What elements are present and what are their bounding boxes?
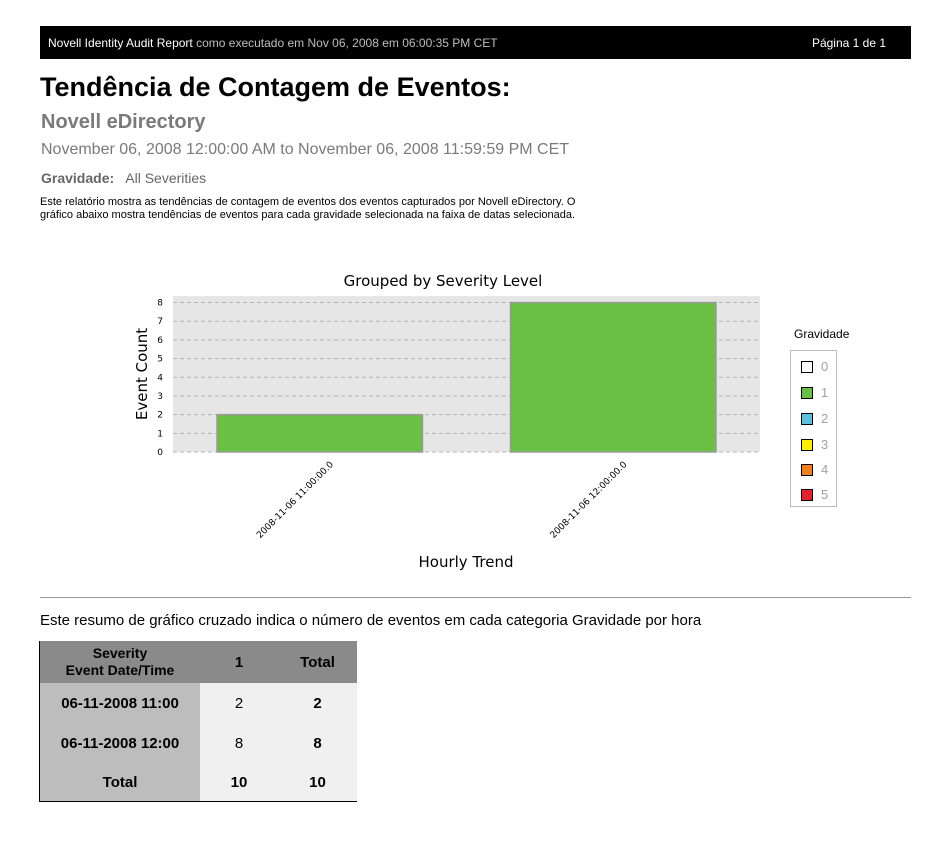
y-tick-label: 8 (157, 298, 163, 309)
crosstab-row-header: 06-11-2008 12:00 (40, 723, 200, 763)
legend-label-4: 4 (821, 462, 829, 477)
y-tick-label: 6 (157, 335, 163, 346)
crosstab-cell: 2 (278, 683, 357, 723)
crosstab-col-header: Total (278, 641, 357, 683)
crosstab-cell: 10 (278, 763, 357, 801)
y-tick-label: 1 (157, 429, 163, 440)
crosstab-cell: 8 (200, 723, 278, 763)
severity-filter-value: All Severities (125, 170, 207, 186)
x-tick-label: 2008-11-06 12:00:00.0 (548, 460, 630, 541)
legend-swatch-3 (801, 439, 813, 451)
crosstab-corner-header (40, 641, 200, 683)
crosstab-row-header: Total (40, 763, 200, 801)
crosstab-corner-top: Severity (92, 645, 148, 661)
y-tick-label: 0 (157, 448, 163, 458)
page-number: Página 1 de 1 (811, 36, 886, 50)
legend-swatch-1 (801, 387, 813, 399)
severity-filter-label: Gravidade: (41, 170, 115, 186)
x-axis-title: Hourly Trend (418, 553, 514, 571)
y-tick-label: 5 (157, 354, 163, 365)
legend-title: Gravidade (794, 327, 850, 341)
section-divider (40, 597, 911, 598)
y-tick-label: 7 (157, 317, 163, 328)
legend-swatch-0 (801, 361, 813, 373)
date-range: November 06, 2008 12:00:00 AM to November 06, 2008 11:59:59 PM CET (41, 141, 570, 158)
crosstab-row-header: 06-11-2008 11:00 (40, 683, 200, 723)
crosstab-cell: 10 (200, 763, 278, 801)
y-tick-label: 4 (157, 373, 163, 384)
legend-label-1: 1 (821, 385, 829, 400)
x-tick-label: 2008-11-06 11:00:00.0 (255, 460, 336, 541)
y-tick-label: 2 (157, 410, 163, 421)
y-tick-label: 3 (157, 391, 163, 402)
report-subtitle: Novell eDirectory (41, 111, 206, 133)
chart-legend (790, 350, 837, 507)
legend-label-0: 0 (821, 359, 829, 374)
crosstab-cell: 2 (200, 683, 278, 723)
legend-swatch-5 (801, 489, 813, 501)
legend-swatch-4 (801, 464, 813, 476)
chart-title: Grouped by Severity Level (343, 272, 543, 290)
bar (511, 303, 716, 452)
crosstab-col-header: 1 (200, 641, 278, 683)
y-axis-title: Event Count (133, 327, 151, 421)
crosstab-summary: Este resumo de gráfico cruzado indica o número de eventos em cada categoria Gravidade por hora (40, 612, 702, 629)
crosstab-cell: 8 (278, 723, 357, 763)
legend-label-2: 2 (821, 411, 829, 426)
legend-label-5: 5 (821, 487, 829, 502)
crosstab-corner-bottom: Event Date/Time (65, 662, 175, 678)
crosstab-table (39, 641, 357, 802)
bar (217, 415, 422, 452)
report-description: Este relatório mostra as tendências de contagem de eventos dos eventos capturados por Novell eDirectory. O gráfico abaixo mostra tendências de eventos para cada gravidade selecionada na faixa de datas selecionada. (40, 196, 576, 221)
legend-label-3: 3 (821, 437, 829, 452)
report-title: Tendência de Contagem de Eventos: (40, 72, 511, 102)
run-info: como executado em Nov 06, 2008 em 06:00:35 PM CET (196, 36, 498, 50)
legend-swatch-2 (801, 413, 813, 425)
report-name: Novell Identity Audit Report (48, 36, 193, 50)
